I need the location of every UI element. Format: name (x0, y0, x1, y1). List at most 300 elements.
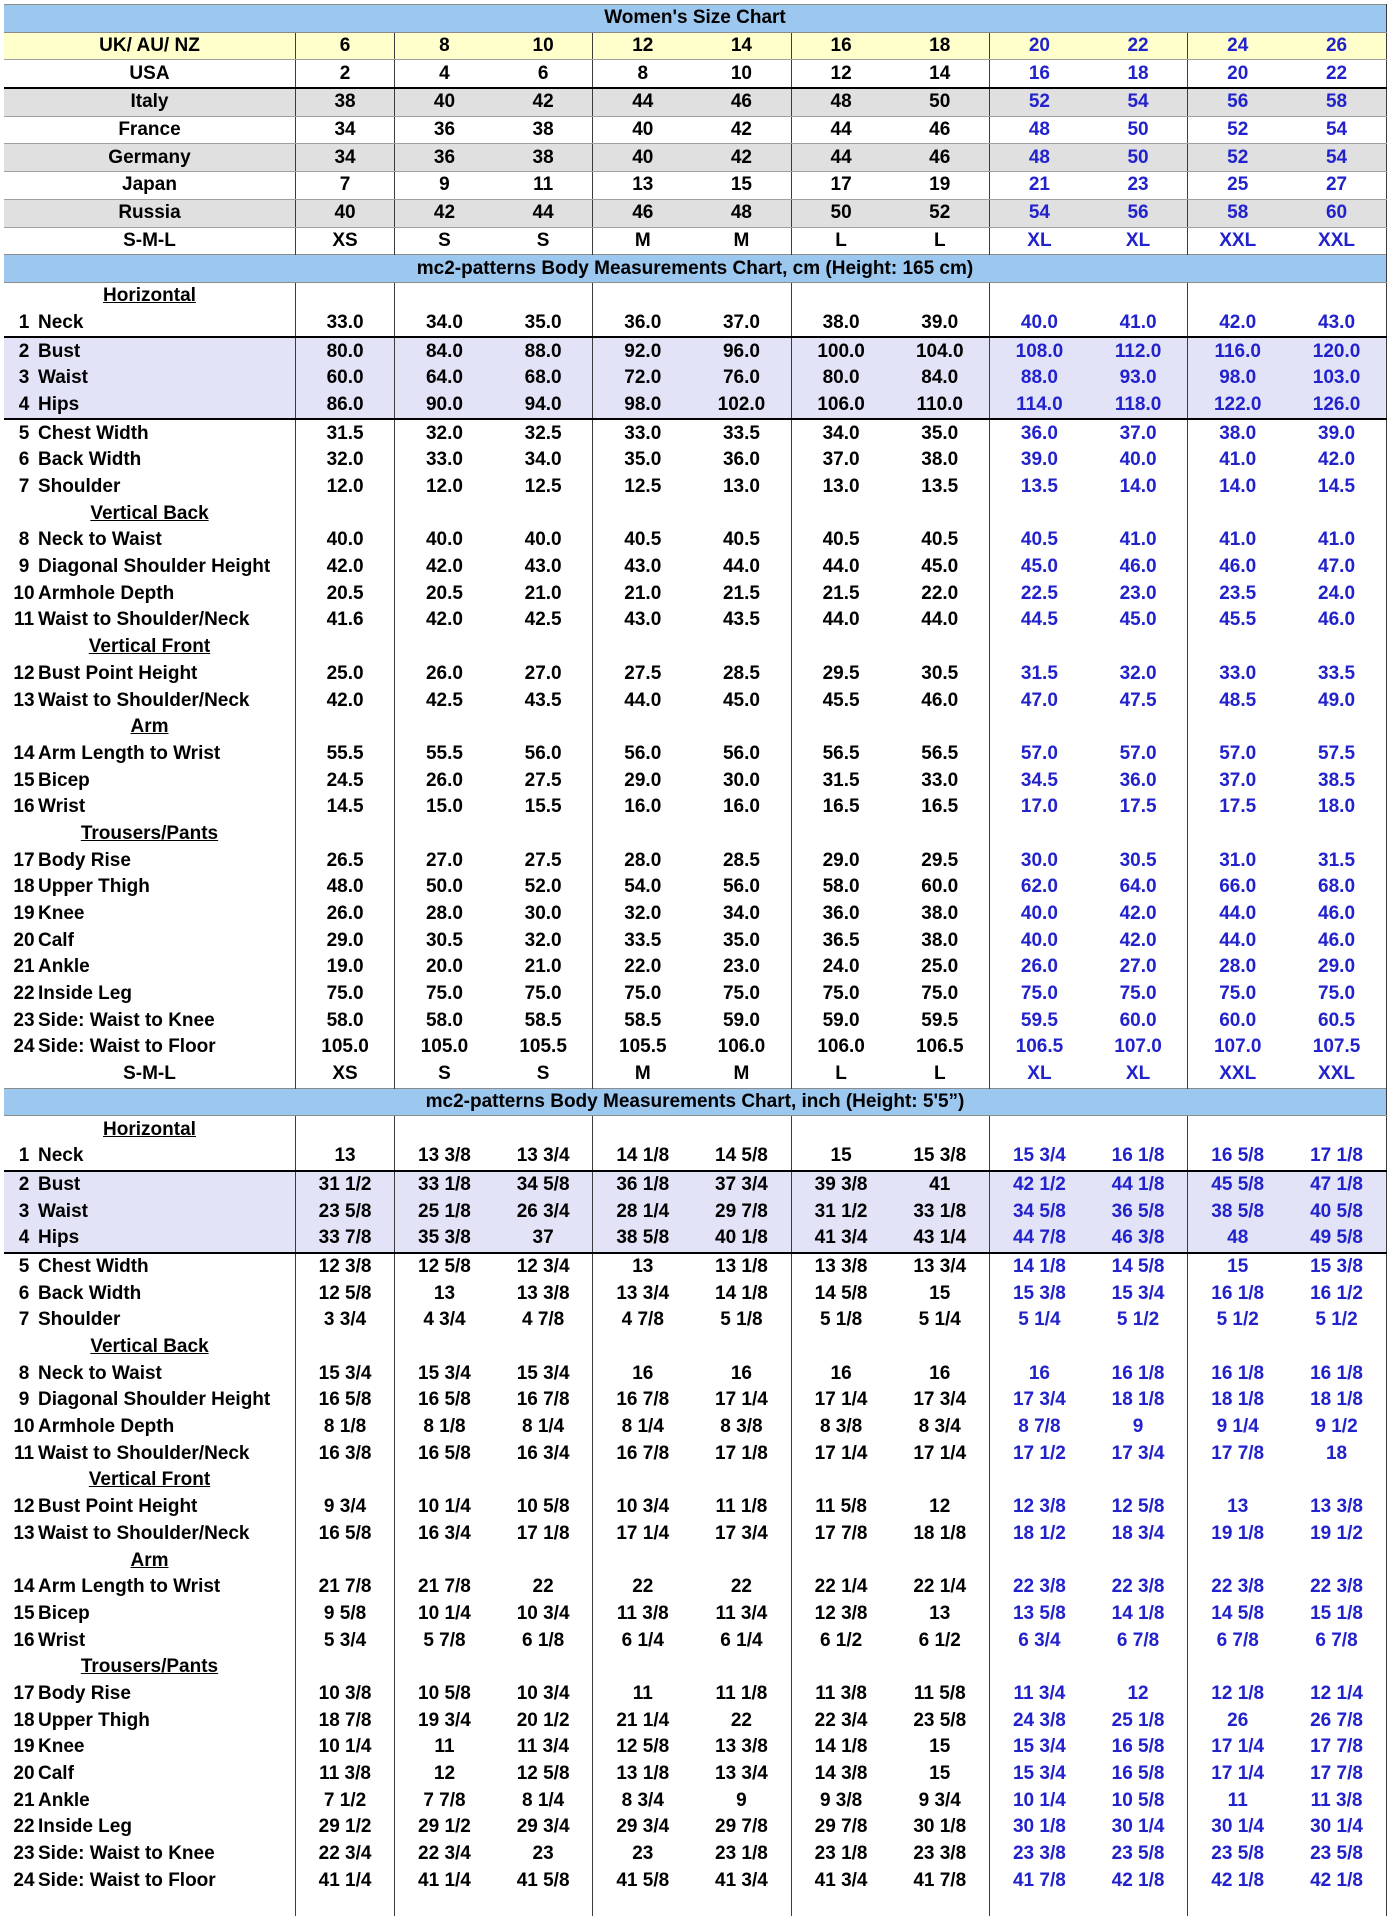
value-cell: 33.0 (425, 449, 463, 471)
row-label: Neck to Waist (38, 529, 162, 551)
table-row (4, 687, 1387, 714)
value-cell: 39.0 (890, 310, 989, 338)
value-cell: 34.0 (494, 447, 593, 474)
value-cell: 29.0 (1287, 954, 1386, 981)
inch-section-rows (4, 1116, 1387, 1894)
value-cell: 64.0 (395, 365, 494, 392)
value-cell: 46.0 (1287, 607, 1386, 634)
value-cell: 102.0 (692, 392, 791, 420)
value-cell (791, 821, 890, 848)
value-cell: 68.0 (494, 365, 593, 392)
value-cell: 28 1/4 (593, 1198, 692, 1225)
section-header-cell (4, 500, 295, 527)
value-cell: 22.5 (1020, 582, 1058, 604)
row-label-cell (4, 365, 295, 392)
value-cell: 46.0 (1287, 927, 1386, 954)
value-cell: 34.5 (1020, 769, 1058, 791)
value-cell: 15 3/4 (418, 1362, 471, 1384)
value-cell (890, 1467, 989, 1494)
value-cell: 88.0 (494, 337, 593, 365)
value-cell: 56.0 (624, 742, 662, 764)
section-label: Trousers/Pants (80, 822, 219, 844)
value-cell: 26.0 (425, 662, 463, 684)
row-number: 10 (13, 582, 35, 604)
row-number: 22 (13, 1816, 35, 1838)
value-cell: 104.0 (890, 337, 989, 365)
row-label: Body Rise (38, 1682, 131, 1704)
row-number: 2 (18, 1173, 30, 1195)
row-label: Diagonal Shoulder Height (38, 556, 271, 578)
value-cell: 13 1/8 (692, 1253, 791, 1281)
value-cell: 5 1/8 (819, 1309, 863, 1331)
value-cell: 34.0 (822, 422, 860, 444)
table-row (4, 1387, 1387, 1414)
value-cell: 44 (791, 116, 890, 144)
value-cell (692, 714, 791, 741)
value-cell: 36.0 (593, 310, 692, 338)
value-cell: 38.0 (890, 927, 989, 954)
value-cell: 90.0 (395, 392, 494, 420)
value-cell: 23.5 (1219, 582, 1257, 604)
value-cell: 28.0 (624, 849, 662, 871)
value-cell: 21 7/8 (295, 1574, 394, 1601)
value-cell: 40.0 (1020, 903, 1058, 925)
value-cell: 52 (1188, 144, 1287, 172)
value-cell: 13.5 (890, 474, 989, 501)
value-cell: 30 1/4 (1287, 1814, 1386, 1841)
table-row (4, 1088, 1387, 1116)
value-cell: 48.5 (1219, 689, 1257, 711)
table-row (4, 1707, 1387, 1734)
value-cell: 16 7/8 (494, 1387, 593, 1414)
table-row (4, 1143, 1387, 1171)
row-label: Calf (38, 1763, 74, 1785)
value-cell: 46 (890, 116, 989, 144)
value-cell (494, 1547, 593, 1574)
value-cell: 22 3/8 (1211, 1576, 1265, 1598)
value-cell: 48 (1188, 1225, 1287, 1253)
value-cell (295, 1547, 394, 1574)
table-row (4, 954, 1387, 981)
value-cell: L (835, 1063, 847, 1085)
row-label-cell (4, 1253, 295, 1281)
value-cell: 42 1/8 (1211, 1869, 1265, 1891)
value-cell (990, 1334, 1089, 1361)
value-cell (1188, 1654, 1287, 1681)
value-cell: 42 1/2 (990, 1171, 1089, 1199)
value-cell: 9 3/8 (819, 1789, 863, 1811)
value-cell: 36.5 (822, 929, 860, 951)
value-cell: 54 (1287, 144, 1386, 172)
value-cell: 5 7/8 (423, 1629, 466, 1651)
value-cell: 105.0 (420, 1036, 469, 1058)
value-cell: 35.0 (624, 449, 662, 471)
row-label: Waist (38, 1200, 88, 1222)
value-cell: 47 1/8 (1287, 1171, 1386, 1199)
value-cell: 18 1/2 (1012, 1522, 1066, 1544)
value-cell: 15 (1227, 1255, 1249, 1277)
value-cell: 33.0 (624, 422, 662, 444)
value-cell: 44.0 (1219, 929, 1257, 951)
value-cell: 5 1/8 (692, 1307, 791, 1334)
value-cell: 62.0 (1020, 876, 1058, 898)
table-row (4, 847, 1387, 874)
value-cell: 31 1/2 (295, 1171, 394, 1199)
row-label: Neck (38, 311, 84, 333)
value-cell: 17 7/8 (814, 1522, 868, 1544)
value-cell: 12.5 (494, 474, 593, 501)
row-label: Back Width (38, 1282, 142, 1304)
value-cell: 20 (990, 32, 1089, 60)
row-label: Inside Leg (38, 1816, 132, 1838)
value-cell: 58.5 (494, 1007, 593, 1034)
value-cell: 6 7/8 (1089, 1627, 1188, 1654)
value-cell: 110.0 (890, 392, 989, 420)
value-cell: 36.0 (1020, 422, 1058, 444)
value-cell: 13 3/8 (494, 1280, 593, 1307)
value-cell: 14 5/8 (692, 1143, 791, 1171)
value-cell: 16 (692, 1360, 791, 1387)
table-row (4, 365, 1387, 392)
value-cell: 45.0 (692, 687, 791, 714)
size-conversion-section (4, 32, 1387, 255)
value-cell: 15 3/4 (990, 1143, 1089, 1171)
value-cell: 8 1/4 (621, 1416, 664, 1438)
value-cell (1089, 634, 1188, 661)
row-label-cell (4, 1521, 295, 1548)
value-cell: 43.0 (624, 609, 662, 631)
value-cell: XXL (1219, 1063, 1257, 1085)
value-cell: 23 3/8 (1012, 1843, 1066, 1865)
value-cell: 8 (395, 32, 494, 60)
value-cell: 25 (1188, 172, 1287, 200)
value-cell: 40.0 (295, 527, 394, 554)
value-cell: 22 3/8 (1287, 1574, 1386, 1601)
value-cell: 18.0 (1287, 794, 1386, 821)
value-cell: 31.5 (295, 419, 394, 447)
value-cell: 16 7/8 (616, 1442, 670, 1464)
value-cell: 12.0 (425, 476, 463, 498)
row-number: 5 (18, 1255, 30, 1277)
table-row (4, 1307, 1387, 1334)
value-cell: 46.0 (1287, 901, 1386, 928)
row-number: 17 (13, 849, 35, 871)
table-row (4, 1521, 1387, 1548)
value-cell: 12 5/8 (418, 1255, 471, 1277)
value-cell: 75.0 (822, 983, 860, 1005)
value-cell: 44 7/8 (990, 1225, 1089, 1253)
value-cell: 35 3/8 (395, 1225, 494, 1253)
value-cell: 39.0 (1287, 419, 1386, 447)
value-cell: 43.5 (494, 687, 593, 714)
value-cell: 25.0 (890, 954, 989, 981)
value-cell: 56.5 (822, 742, 860, 764)
value-cell: 13 (1227, 1496, 1249, 1518)
value-cell: 19 (890, 172, 989, 200)
value-cell: 36.0 (822, 903, 860, 925)
value-cell: 31.5 (822, 769, 860, 791)
value-cell: 42 (494, 88, 593, 116)
value-cell: 15 3/8 (1012, 1282, 1066, 1304)
row-label-cell (4, 767, 295, 794)
value-cell: 40.0 (1020, 929, 1058, 951)
value-cell: 14 5/8 (1211, 1602, 1265, 1624)
value-cell: 38.0 (890, 447, 989, 474)
value-cell (692, 821, 791, 848)
section-header-cell (4, 714, 295, 741)
value-cell: 16 (890, 1360, 989, 1387)
value-cell (890, 714, 989, 741)
value-cell: 114.0 (990, 392, 1089, 420)
value-cell: 8 1/4 (494, 1414, 593, 1441)
value-cell (1287, 1116, 1386, 1143)
row-number: 19 (13, 1736, 35, 1758)
value-cell: 14 5/8 (1089, 1253, 1188, 1281)
table-row (4, 1601, 1387, 1628)
row-number: 8 (18, 529, 30, 551)
table-row (4, 607, 1387, 634)
value-cell: 14 1/8 (814, 1736, 868, 1758)
value-cell: 2 (295, 60, 394, 88)
value-cell: 9 3/4 (295, 1494, 394, 1521)
value-cell (593, 1547, 692, 1574)
value-cell: 36 1/8 (593, 1171, 692, 1199)
value-cell: 38.5 (1287, 767, 1386, 794)
row-label-cell (4, 1414, 295, 1441)
value-cell: 13 5/8 (1012, 1602, 1066, 1624)
value-cell: 28.0 (1219, 956, 1257, 978)
row-label-cell (4, 794, 295, 821)
value-cell: 17 3/4 (692, 1521, 791, 1548)
value-cell (1287, 1467, 1386, 1494)
row-label-cell (4, 901, 295, 928)
value-cell: 41 5/8 (494, 1867, 593, 1894)
value-cell: 22 (692, 1707, 791, 1734)
value-cell: 23 5/8 (1287, 1841, 1386, 1868)
value-cell: 6 1/2 (890, 1627, 989, 1654)
row-label-cell (4, 1440, 295, 1467)
value-cell: 12 (593, 32, 692, 60)
value-cell: 21.0 (494, 954, 593, 981)
value-cell: 54 (990, 199, 1089, 227)
value-cell: 16 3/4 (494, 1440, 593, 1467)
value-cell: 11 3/8 (1287, 1787, 1386, 1814)
row-number: 3 (18, 367, 30, 389)
value-cell: 8 3/8 (692, 1414, 791, 1441)
value-cell: 29 7/8 (692, 1198, 791, 1225)
value-cell: 50 (1089, 116, 1188, 144)
row-label-cell: Japan (4, 172, 295, 200)
value-cell: 15 3/4 (1012, 1736, 1066, 1758)
value-cell: 11 3/4 (494, 1734, 593, 1761)
value-cell: 35.0 (692, 927, 791, 954)
value-cell: 23 3/8 (890, 1841, 989, 1868)
table-row (4, 419, 1387, 447)
row-label: Ankle (38, 956, 90, 978)
value-cell (395, 1654, 494, 1681)
table-row (4, 1280, 1387, 1307)
value-cell: 76.0 (692, 365, 791, 392)
value-cell: 41 3/4 (692, 1867, 791, 1894)
table-row (4, 1627, 1387, 1654)
row-label-cell (4, 1387, 295, 1414)
value-cell: 6 (295, 32, 394, 60)
value-cell: 38 (494, 116, 593, 144)
row-label-cell (4, 741, 295, 768)
value-cell: 93.0 (1089, 365, 1188, 392)
value-cell: 40.0 (990, 310, 1089, 338)
value-cell: 5 1/4 (1018, 1309, 1061, 1331)
value-cell: 32.0 (295, 447, 394, 474)
value-cell: 66.0 (1219, 876, 1257, 898)
value-cell (791, 500, 890, 527)
row-number: 14 (13, 742, 35, 764)
value-cell: 13 (593, 172, 692, 200)
value-cell: 16 (830, 1362, 852, 1384)
section-label: Trousers/Pants (80, 1656, 219, 1678)
value-cell: 16 7/8 (616, 1389, 670, 1411)
value-cell: 11 (494, 172, 593, 200)
value-cell: 33.5 (1287, 661, 1386, 688)
value-cell: 22 3/8 (1012, 1576, 1066, 1598)
table-row (4, 227, 1387, 255)
value-cell: 75.0 (1219, 983, 1257, 1005)
value-cell: 43.0 (624, 556, 662, 578)
value-cell: 15 (692, 172, 791, 200)
value-cell: 15 3/4 (295, 1360, 394, 1387)
value-cell: 22 1/4 (890, 1574, 989, 1601)
value-cell: 75.0 (1287, 981, 1386, 1008)
value-cell: 12 (433, 1763, 456, 1785)
value-cell: 21.5 (822, 582, 860, 604)
value-cell: 98.0 (593, 392, 692, 420)
value-cell (494, 500, 593, 527)
value-cell: L (890, 1061, 989, 1088)
value-cell: 47.0 (1287, 554, 1386, 581)
table-row (4, 1467, 1387, 1494)
value-cell (692, 634, 791, 661)
value-cell: 84.0 (890, 365, 989, 392)
section-label: Vertical Back (90, 1336, 209, 1358)
row-label-cell (4, 580, 295, 607)
value-cell: 58.0 (295, 1007, 394, 1034)
value-cell: 42.0 (1089, 901, 1188, 928)
row-number: 20 (13, 1763, 35, 1785)
row-label: Waist to Shoulder/Neck (38, 1442, 250, 1464)
value-cell: 24 (1188, 32, 1287, 60)
value-cell: 60.0 (890, 874, 989, 901)
value-cell: 8 3/8 (819, 1416, 863, 1438)
value-cell (395, 821, 494, 848)
section-label: Vertical Front (88, 636, 211, 658)
value-cell (295, 1654, 394, 1681)
value-cell: 23 5/8 (1089, 1841, 1188, 1868)
table-row (4, 580, 1387, 607)
page (4, 4, 1393, 1916)
value-cell: 46 (890, 144, 989, 172)
value-cell (593, 1116, 692, 1143)
value-cell: XL (1089, 227, 1188, 255)
value-cell: 56 (1188, 88, 1287, 116)
value-cell (791, 1116, 890, 1143)
value-cell: 59.0 (822, 1009, 860, 1031)
row-label: Waist to Shoulder/Neck (38, 689, 250, 711)
value-cell: 56.0 (692, 874, 791, 901)
value-cell: 21.5 (692, 580, 791, 607)
table-tail (4, 1894, 1387, 1916)
table-row (4, 1761, 1387, 1788)
section-header-cell (4, 282, 295, 309)
value-cell (1188, 1547, 1287, 1574)
value-cell: 96.0 (692, 337, 791, 365)
value-cell (791, 714, 890, 741)
value-cell: 40.0 (1089, 447, 1188, 474)
value-cell (593, 1894, 692, 1916)
value-cell (494, 634, 593, 661)
value-cell: 92.0 (593, 337, 692, 365)
table-row (4, 5, 1387, 33)
value-cell: 16.5 (890, 794, 989, 821)
value-cell: 31.5 (1287, 847, 1386, 874)
value-cell: 49.0 (1287, 687, 1386, 714)
value-cell (1287, 634, 1386, 661)
value-cell: 15 (890, 1734, 989, 1761)
value-cell: 20.0 (425, 956, 463, 978)
table-row (4, 794, 1387, 821)
value-cell (692, 282, 791, 309)
value-cell: 25 1/8 (395, 1198, 494, 1225)
value-cell: 54.0 (624, 876, 662, 898)
row-label-cell (4, 607, 295, 634)
row-number: 21 (13, 956, 35, 978)
table-row (4, 927, 1387, 954)
value-cell: 15 3/4 (1089, 1280, 1188, 1307)
value-cell (692, 1654, 791, 1681)
value-cell: 14.5 (295, 794, 394, 821)
value-cell: 12 (1089, 1681, 1188, 1708)
value-cell (1089, 821, 1188, 848)
value-cell: 10 1/4 (418, 1496, 471, 1518)
value-cell: 6 1/4 (692, 1627, 791, 1654)
table-row (4, 1547, 1387, 1574)
value-cell (593, 500, 692, 527)
value-cell: 16 (1028, 1362, 1050, 1384)
value-cell: 42 1/8 (1287, 1867, 1386, 1894)
value-cell (990, 634, 1089, 661)
value-cell (890, 1654, 989, 1681)
value-cell: 26 3/4 (494, 1198, 593, 1225)
row-label: Side: Waist to Floor (38, 1869, 216, 1891)
value-cell: 29.5 (890, 847, 989, 874)
value-cell: 12 3/8 (814, 1602, 868, 1624)
value-cell: 29 1/2 (418, 1816, 471, 1838)
value-cell: 50 (1089, 144, 1188, 172)
value-cell: 29.0 (822, 849, 860, 871)
value-cell: 37.0 (822, 449, 860, 471)
value-cell: 16 (791, 32, 890, 60)
value-cell: 43.0 (494, 554, 593, 581)
value-cell: 44 (593, 88, 692, 116)
row-number: 21 (13, 1789, 35, 1811)
value-cell (1089, 282, 1188, 309)
value-cell (494, 1894, 593, 1916)
value-cell: 10 1/4 (295, 1734, 394, 1761)
value-cell: 106.0 (692, 1034, 791, 1061)
value-cell: 21 7/8 (418, 1576, 471, 1598)
row-number: 2 (18, 340, 30, 362)
value-cell: 17 1/2 (1012, 1442, 1066, 1464)
value-cell: 27.0 (1089, 954, 1188, 981)
